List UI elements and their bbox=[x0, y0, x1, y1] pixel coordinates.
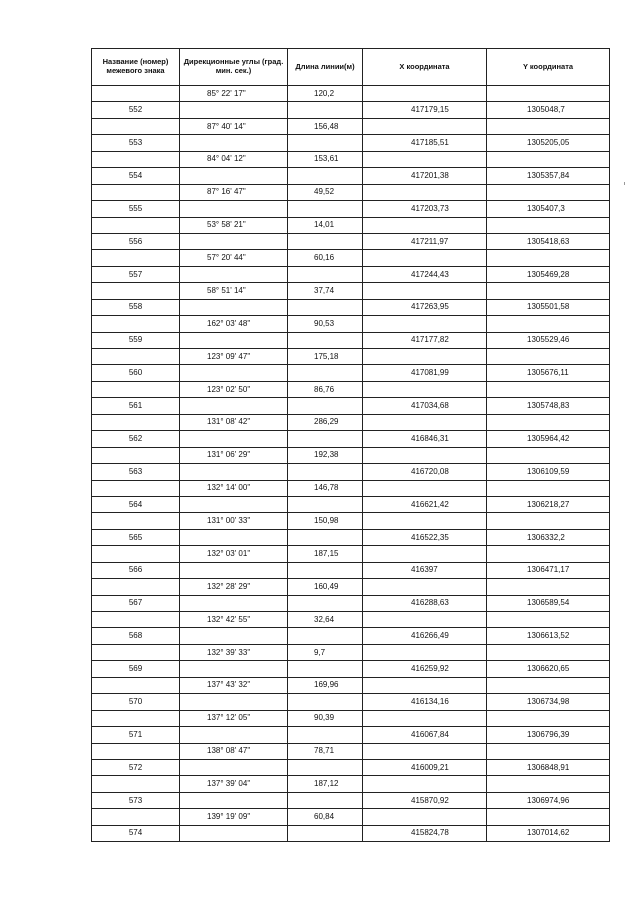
cell-name bbox=[92, 743, 180, 759]
cell-length bbox=[288, 233, 363, 249]
table-row bbox=[92, 743, 610, 759]
table-row bbox=[92, 201, 610, 217]
cell-name: 564 bbox=[92, 496, 180, 512]
cell-length bbox=[288, 299, 363, 315]
cell-angle: 139° 19' 09" bbox=[180, 809, 288, 825]
cell-x: 415870,92 bbox=[363, 792, 487, 808]
cell-angle bbox=[180, 595, 288, 611]
cell-length: 156,48 bbox=[288, 118, 363, 134]
cell-x bbox=[363, 316, 487, 332]
cell-x: 417263,95 bbox=[363, 299, 487, 315]
cell-x bbox=[363, 151, 487, 167]
table-row bbox=[92, 316, 610, 332]
cell-y bbox=[487, 118, 610, 134]
cell-angle bbox=[180, 464, 288, 480]
cell-length bbox=[288, 201, 363, 217]
cell-x: 417034,68 bbox=[363, 398, 487, 414]
cell-length bbox=[288, 628, 363, 644]
cell-y bbox=[487, 283, 610, 299]
cell-name bbox=[92, 644, 180, 660]
cell-y: 1306796,39 bbox=[487, 727, 610, 743]
table-row bbox=[92, 250, 610, 266]
table-row bbox=[92, 283, 610, 299]
table-row bbox=[92, 628, 610, 644]
cell-y: 1305407,3 bbox=[487, 201, 610, 217]
cell-x bbox=[363, 86, 487, 102]
cell-x bbox=[363, 743, 487, 759]
cell-length: 9,7 bbox=[288, 644, 363, 660]
cell-length bbox=[288, 431, 363, 447]
table-row bbox=[92, 825, 610, 841]
cell-y bbox=[487, 710, 610, 726]
table-row bbox=[92, 776, 610, 792]
cell-angle: 138° 08' 47" bbox=[180, 743, 288, 759]
cell-angle: 131° 00' 33" bbox=[180, 513, 288, 529]
cell-angle bbox=[180, 266, 288, 282]
cell-x: 416067,84 bbox=[363, 727, 487, 743]
cell-name bbox=[92, 86, 180, 102]
cell-y: 1306109,59 bbox=[487, 464, 610, 480]
cell-x: 416720,08 bbox=[363, 464, 487, 480]
cell-length: 90,53 bbox=[288, 316, 363, 332]
cell-name bbox=[92, 414, 180, 430]
header-x: X координата bbox=[363, 49, 487, 86]
cell-x: 416621,42 bbox=[363, 496, 487, 512]
cell-y bbox=[487, 349, 610, 365]
cell-x: 417244,43 bbox=[363, 266, 487, 282]
cell-angle bbox=[180, 332, 288, 348]
table-row bbox=[92, 135, 610, 151]
cell-y bbox=[487, 513, 610, 529]
cell-angle: 132° 14' 00" bbox=[180, 480, 288, 496]
cell-y: 1305529,46 bbox=[487, 332, 610, 348]
cell-angle bbox=[180, 102, 288, 118]
cell-x: 417201,38 bbox=[363, 168, 487, 184]
cell-x bbox=[363, 349, 487, 365]
cell-x bbox=[363, 612, 487, 628]
cell-length: 175,18 bbox=[288, 349, 363, 365]
cell-name: 557 bbox=[92, 266, 180, 282]
cell-length: 150,98 bbox=[288, 513, 363, 529]
cell-y bbox=[487, 743, 610, 759]
cell-y bbox=[487, 381, 610, 397]
cell-angle: 132° 39' 33" bbox=[180, 644, 288, 660]
cell-y: 1306613,52 bbox=[487, 628, 610, 644]
cell-name: 563 bbox=[92, 464, 180, 480]
table-row bbox=[92, 792, 610, 808]
table-row bbox=[92, 727, 610, 743]
table-row bbox=[92, 677, 610, 693]
cell-length: 86,76 bbox=[288, 381, 363, 397]
cell-name bbox=[92, 579, 180, 595]
cell-name: 566 bbox=[92, 562, 180, 578]
table-row bbox=[92, 447, 610, 463]
cell-name bbox=[92, 710, 180, 726]
cell-y: 1307014,62 bbox=[487, 825, 610, 841]
cell-angle bbox=[180, 529, 288, 545]
cell-angle bbox=[180, 365, 288, 381]
cell-x bbox=[363, 217, 487, 233]
cell-length bbox=[288, 595, 363, 611]
cell-y bbox=[487, 579, 610, 595]
table-row bbox=[92, 414, 610, 430]
table-row bbox=[92, 480, 610, 496]
cell-length bbox=[288, 332, 363, 348]
cell-x bbox=[363, 809, 487, 825]
cell-x bbox=[363, 381, 487, 397]
table-row bbox=[92, 332, 610, 348]
cell-length bbox=[288, 792, 363, 808]
table-row bbox=[92, 168, 610, 184]
cell-angle bbox=[180, 168, 288, 184]
cell-angle bbox=[180, 694, 288, 710]
cell-x: 416522,35 bbox=[363, 529, 487, 545]
cell-angle bbox=[180, 299, 288, 315]
cell-x: 416846,31 bbox=[363, 431, 487, 447]
header-name: Название (номер) межевого знака bbox=[92, 49, 180, 86]
cell-name bbox=[92, 381, 180, 397]
cell-angle: 87° 16' 47" bbox=[180, 184, 288, 200]
cell-angle bbox=[180, 233, 288, 249]
cell-length bbox=[288, 135, 363, 151]
cell-name bbox=[92, 677, 180, 693]
cell-length bbox=[288, 661, 363, 677]
cell-angle bbox=[180, 496, 288, 512]
cell-y bbox=[487, 414, 610, 430]
cell-y bbox=[487, 546, 610, 562]
cell-angle: 162° 03' 48" bbox=[180, 316, 288, 332]
cell-y bbox=[487, 612, 610, 628]
cell-x bbox=[363, 118, 487, 134]
cell-length bbox=[288, 529, 363, 545]
cell-name: 552 bbox=[92, 102, 180, 118]
cell-y bbox=[487, 250, 610, 266]
table-row bbox=[92, 644, 610, 660]
cell-angle bbox=[180, 759, 288, 775]
cell-name bbox=[92, 316, 180, 332]
cell-x bbox=[363, 644, 487, 660]
cell-length: 120,2 bbox=[288, 86, 363, 102]
table-row bbox=[92, 151, 610, 167]
cell-name bbox=[92, 447, 180, 463]
cell-y bbox=[487, 316, 610, 332]
cell-length: 169,96 bbox=[288, 677, 363, 693]
cell-x: 417185,51 bbox=[363, 135, 487, 151]
cell-length bbox=[288, 168, 363, 184]
table-row bbox=[92, 365, 610, 381]
cell-y bbox=[487, 480, 610, 496]
table-row bbox=[92, 759, 610, 775]
table-row bbox=[92, 118, 610, 134]
cell-name: 559 bbox=[92, 332, 180, 348]
cell-angle: 57° 20' 44" bbox=[180, 250, 288, 266]
cell-name: 558 bbox=[92, 299, 180, 315]
cell-angle bbox=[180, 825, 288, 841]
cell-length: 60,16 bbox=[288, 250, 363, 266]
cell-angle: 137° 39' 04" bbox=[180, 776, 288, 792]
cell-angle: 85° 22' 17" bbox=[180, 86, 288, 102]
cell-y bbox=[487, 776, 610, 792]
cell-y: 1306974,96 bbox=[487, 792, 610, 808]
table-row bbox=[92, 546, 610, 562]
cell-angle bbox=[180, 398, 288, 414]
cell-y: 1306218,27 bbox=[487, 496, 610, 512]
cell-name: 570 bbox=[92, 694, 180, 710]
cell-y bbox=[487, 809, 610, 825]
cell-x bbox=[363, 710, 487, 726]
cell-length bbox=[288, 496, 363, 512]
table-row bbox=[92, 217, 610, 233]
cell-angle: 84° 04' 12" bbox=[180, 151, 288, 167]
cell-x: 416397 bbox=[363, 562, 487, 578]
table-row bbox=[92, 595, 610, 611]
cell-angle bbox=[180, 628, 288, 644]
cell-angle: 123° 09' 47" bbox=[180, 349, 288, 365]
cell-y bbox=[487, 184, 610, 200]
table-body bbox=[92, 86, 610, 842]
cell-name bbox=[92, 118, 180, 134]
cell-length bbox=[288, 759, 363, 775]
cell-length: 49,52 bbox=[288, 184, 363, 200]
cell-y: 1305676,11 bbox=[487, 365, 610, 381]
cell-y: 1305048,7 bbox=[487, 102, 610, 118]
cell-y bbox=[487, 447, 610, 463]
table-row bbox=[92, 579, 610, 595]
cell-angle: 132° 42' 55" bbox=[180, 612, 288, 628]
table-header-row bbox=[92, 49, 610, 86]
table-row bbox=[92, 299, 610, 315]
cell-name: 569 bbox=[92, 661, 180, 677]
cell-name bbox=[92, 283, 180, 299]
cell-x: 415824,78 bbox=[363, 825, 487, 841]
cell-length bbox=[288, 102, 363, 118]
table-row bbox=[92, 661, 610, 677]
cell-x bbox=[363, 184, 487, 200]
cell-length: 37,74 bbox=[288, 283, 363, 299]
cell-length: 14,01 bbox=[288, 217, 363, 233]
table-row bbox=[92, 809, 610, 825]
table-row bbox=[92, 694, 610, 710]
cell-name: 562 bbox=[92, 431, 180, 447]
cell-y bbox=[487, 677, 610, 693]
cell-angle bbox=[180, 135, 288, 151]
table-row bbox=[92, 233, 610, 249]
cell-x: 416288,63 bbox=[363, 595, 487, 611]
cell-name: 568 bbox=[92, 628, 180, 644]
cell-angle: 131° 06' 29" bbox=[180, 447, 288, 463]
cell-y: 1306848,91 bbox=[487, 759, 610, 775]
cell-angle: 58° 51' 14" bbox=[180, 283, 288, 299]
cell-y: 1305357,84 bbox=[487, 168, 610, 184]
cell-x bbox=[363, 677, 487, 693]
cell-y: 1306332,2 bbox=[487, 529, 610, 545]
cell-name: 567 bbox=[92, 595, 180, 611]
cell-length: 187,12 bbox=[288, 776, 363, 792]
cell-angle: 87° 40' 14" bbox=[180, 118, 288, 134]
cell-x bbox=[363, 414, 487, 430]
cell-name bbox=[92, 250, 180, 266]
cell-angle bbox=[180, 792, 288, 808]
cell-x: 417179,15 bbox=[363, 102, 487, 118]
cell-x: 417081,99 bbox=[363, 365, 487, 381]
cell-y: 1305418,63 bbox=[487, 233, 610, 249]
cell-name bbox=[92, 513, 180, 529]
cell-name bbox=[92, 612, 180, 628]
cell-length: 78,71 bbox=[288, 743, 363, 759]
cell-y bbox=[487, 644, 610, 660]
table-row bbox=[92, 184, 610, 200]
cell-length: 192,38 bbox=[288, 447, 363, 463]
cell-name bbox=[92, 217, 180, 233]
cell-x bbox=[363, 579, 487, 595]
cell-name: 561 bbox=[92, 398, 180, 414]
cell-length bbox=[288, 727, 363, 743]
cell-name: 556 bbox=[92, 233, 180, 249]
cell-name: 565 bbox=[92, 529, 180, 545]
cell-length bbox=[288, 464, 363, 480]
cell-x bbox=[363, 250, 487, 266]
cell-angle bbox=[180, 727, 288, 743]
cell-x: 416266,49 bbox=[363, 628, 487, 644]
table-row bbox=[92, 464, 610, 480]
cell-angle: 137° 43' 32" bbox=[180, 677, 288, 693]
cell-x bbox=[363, 480, 487, 496]
table-row bbox=[92, 513, 610, 529]
cell-angle bbox=[180, 201, 288, 217]
cell-name: 573 bbox=[92, 792, 180, 808]
cell-length: 286,29 bbox=[288, 414, 363, 430]
cell-length bbox=[288, 825, 363, 841]
cell-y bbox=[487, 151, 610, 167]
cell-y: 1306734,98 bbox=[487, 694, 610, 710]
table-row bbox=[92, 710, 610, 726]
cell-x bbox=[363, 447, 487, 463]
cell-x bbox=[363, 513, 487, 529]
cell-length: 60,84 bbox=[288, 809, 363, 825]
cell-x: 416134,16 bbox=[363, 694, 487, 710]
cell-angle: 131° 08' 42" bbox=[180, 414, 288, 430]
cell-name: 554 bbox=[92, 168, 180, 184]
cell-angle bbox=[180, 661, 288, 677]
cell-y: 1305501,58 bbox=[487, 299, 610, 315]
header-angle: Дирекционные углы (град. мин. сек.) bbox=[180, 49, 288, 86]
cell-length bbox=[288, 694, 363, 710]
cell-y: 1305469,28 bbox=[487, 266, 610, 282]
header-length: Длина линии(м) bbox=[288, 49, 363, 86]
cell-length: 32,64 bbox=[288, 612, 363, 628]
coordinates-table bbox=[91, 48, 610, 842]
table-row bbox=[92, 496, 610, 512]
cell-name bbox=[92, 776, 180, 792]
table-row bbox=[92, 102, 610, 118]
cell-x: 417177,82 bbox=[363, 332, 487, 348]
table-row bbox=[92, 381, 610, 397]
cell-name: 572 bbox=[92, 759, 180, 775]
cell-x bbox=[363, 546, 487, 562]
cell-length: 153,61 bbox=[288, 151, 363, 167]
cell-y: 1306471,17 bbox=[487, 562, 610, 578]
cell-name bbox=[92, 151, 180, 167]
cell-name bbox=[92, 349, 180, 365]
cell-name: 560 bbox=[92, 365, 180, 381]
cell-angle: 123° 02' 50" bbox=[180, 381, 288, 397]
cell-y: 1305748,83 bbox=[487, 398, 610, 414]
table-row bbox=[92, 266, 610, 282]
cell-length: 146,78 bbox=[288, 480, 363, 496]
cell-angle bbox=[180, 431, 288, 447]
table-row bbox=[92, 562, 610, 578]
cell-name: 553 bbox=[92, 135, 180, 151]
cell-name bbox=[92, 184, 180, 200]
cell-angle: 132° 28' 29" bbox=[180, 579, 288, 595]
table-row bbox=[92, 529, 610, 545]
table-row bbox=[92, 612, 610, 628]
table-row bbox=[92, 398, 610, 414]
cell-x: 416259,92 bbox=[363, 661, 487, 677]
cell-name bbox=[92, 480, 180, 496]
cell-angle: 137° 12' 05" bbox=[180, 710, 288, 726]
cell-x: 417211,97 bbox=[363, 233, 487, 249]
cell-angle bbox=[180, 562, 288, 578]
cell-length bbox=[288, 266, 363, 282]
cell-length bbox=[288, 398, 363, 414]
header-y: Y координата bbox=[487, 49, 610, 86]
cell-name: 571 bbox=[92, 727, 180, 743]
cell-name: 555 bbox=[92, 201, 180, 217]
cell-name bbox=[92, 546, 180, 562]
cell-x: 417203,73 bbox=[363, 201, 487, 217]
table-row bbox=[92, 86, 610, 102]
table-row bbox=[92, 431, 610, 447]
cell-y: 1305964,42 bbox=[487, 431, 610, 447]
cell-y: 1305205,05 bbox=[487, 135, 610, 151]
cell-x bbox=[363, 776, 487, 792]
scan-artifact bbox=[624, 182, 625, 185]
cell-length: 90,39 bbox=[288, 710, 363, 726]
cell-y bbox=[487, 217, 610, 233]
cell-y bbox=[487, 86, 610, 102]
cell-name: 574 bbox=[92, 825, 180, 841]
cell-name bbox=[92, 809, 180, 825]
table-row bbox=[92, 349, 610, 365]
cell-length bbox=[288, 365, 363, 381]
cell-angle: 53° 58' 21" bbox=[180, 217, 288, 233]
cell-y: 1306620,65 bbox=[487, 661, 610, 677]
cell-x bbox=[363, 283, 487, 299]
cell-length: 187,15 bbox=[288, 546, 363, 562]
cell-length: 160,49 bbox=[288, 579, 363, 595]
cell-length bbox=[288, 562, 363, 578]
cell-x: 416009,21 bbox=[363, 759, 487, 775]
cell-y: 1306589,54 bbox=[487, 595, 610, 611]
cell-angle: 132° 03' 01" bbox=[180, 546, 288, 562]
